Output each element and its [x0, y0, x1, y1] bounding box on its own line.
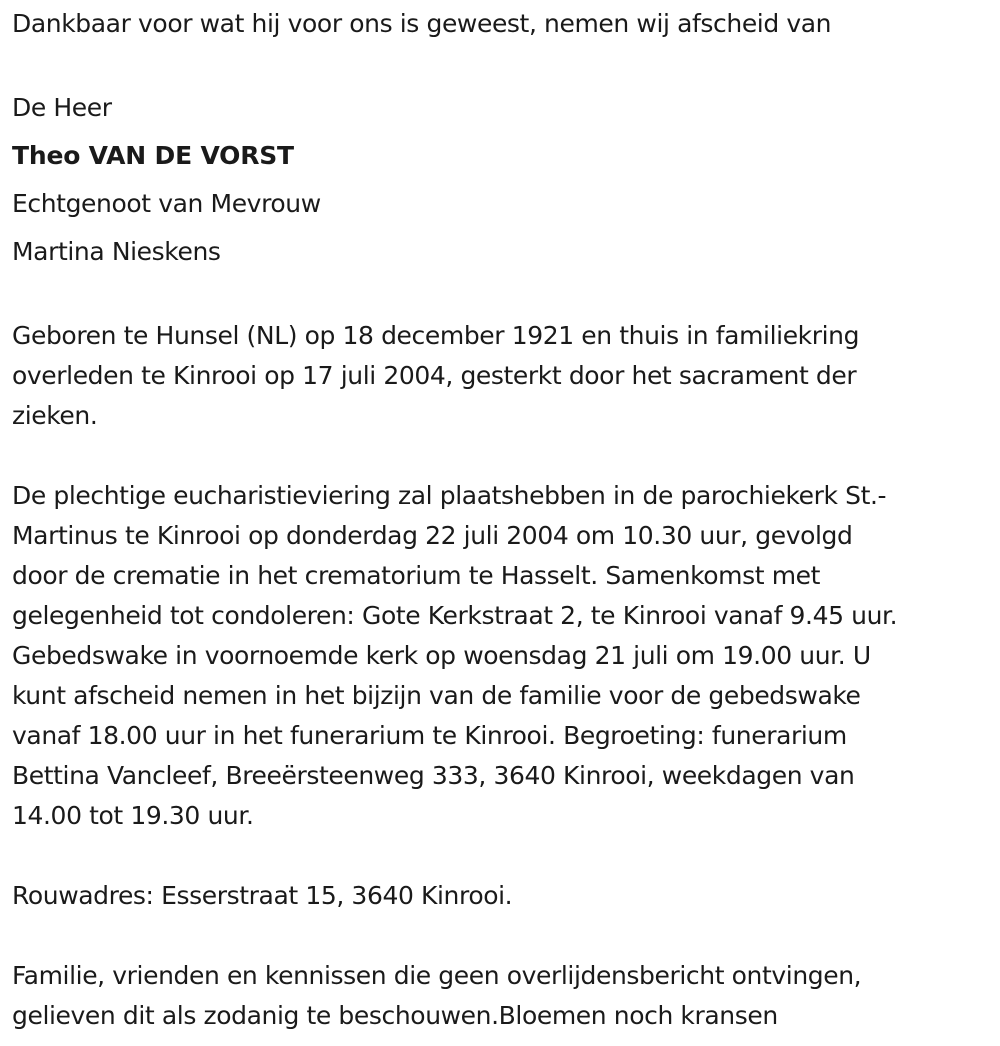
- spacer: [12, 836, 990, 876]
- paragraph-line: overleden te Kinrooi op 17 juli 2004, gesterkt door het sacrament der: [12, 361, 857, 390]
- paragraph-line: Gebedswake in voornoemde kerk op woensdag 21 juli om 19.00 uur. U: [12, 641, 871, 670]
- mourning-address: Rouwadres: Esserstraat 15, 3640 Kinrooi.: [12, 881, 513, 910]
- honorific: De Heer: [12, 93, 112, 122]
- paragraph-line: Bettina Vancleef, Breeërsteenweg 333, 3640 Kinrooi, weekdagen van: [12, 761, 855, 790]
- closing-paragraph: [12, 956, 990, 1036]
- deceased-name: Theo VAN DE VORST: [12, 141, 294, 170]
- paragraph-line: kunt afscheid nemen in het bijzijn van de familie voor de gebedswake: [12, 681, 861, 710]
- paragraph-line: vanaf 18.00 uur in het funerarium te Kinrooi. Begroeting: funerarium: [12, 721, 847, 750]
- intro-line: Dankbaar voor wat hij voor ons is geweest, nemen wij afscheid van: [12, 9, 832, 38]
- spacer: [12, 436, 990, 476]
- spouse-name: Martina Nieskens: [12, 237, 221, 266]
- paragraph-line: gelieven dit als zodanig te beschouwen.Bloemen noch kransen: [12, 1001, 778, 1030]
- obituary-document: [12, 4, 990, 1036]
- spacer: [12, 44, 990, 84]
- paragraph-line: Martinus te Kinrooi op donderdag 22 juli 2004 om 10.30 uur, gevolgd: [12, 521, 853, 550]
- paragraph-line: door de crematie in het crematorium te Hasselt. Samenkomst met: [12, 561, 821, 590]
- paragraph-line: zieken.: [12, 401, 98, 430]
- paragraph-line: Geboren te Hunsel (NL) op 18 december 1921 en thuis in familiekring: [12, 321, 860, 350]
- ceremony-paragraph: [12, 476, 990, 836]
- paragraph-line: gelegenheid tot condoleren: Gote Kerkstraat 2, te Kinrooi vanaf 9.45 uur.: [12, 601, 898, 630]
- spacer: [12, 276, 990, 316]
- paragraph-line: De plechtige eucharistieviering zal plaatshebben in de parochiekerk St.-: [12, 481, 887, 510]
- spouse-line: Echtgenoot van Mevrouw: [12, 189, 321, 218]
- paragraph-line: Familie, vrienden en kennissen die geen overlijdensbericht ontvingen,: [12, 961, 862, 990]
- birth-death-paragraph: [12, 316, 990, 436]
- spacer: [12, 916, 990, 956]
- paragraph-line: 14.00 tot 19.30 uur.: [12, 801, 254, 830]
